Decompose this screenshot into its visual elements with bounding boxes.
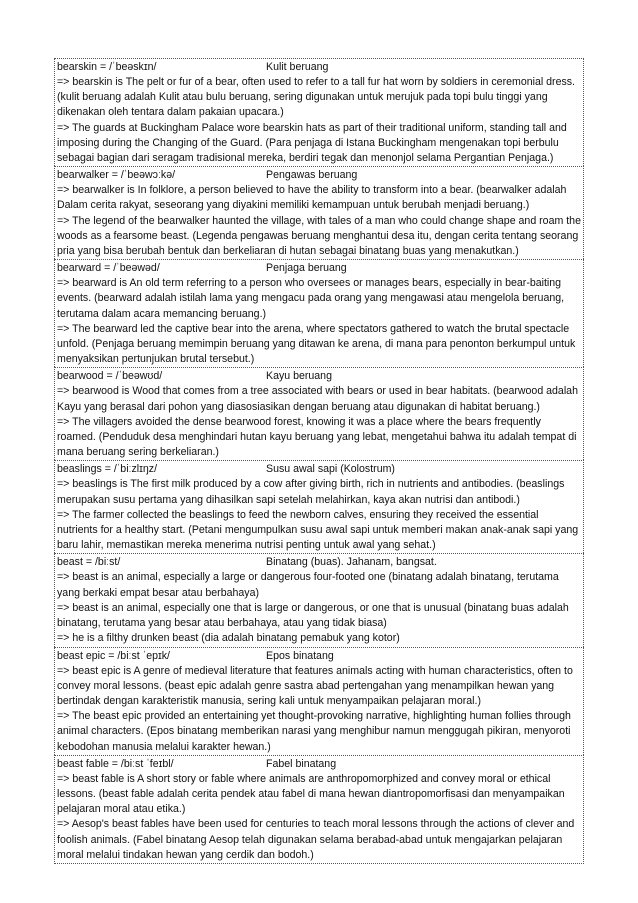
entry-definition: => beast fable is A short story or fable where animals are anthropomorphized and convey moral or ethical lessons. (beast fable adalah cerita pendek atau fabel di mana hewan diantropomorfisasi dan menyampaikan pelajaran moral atau etika.) bbox=[57, 772, 565, 816]
entry-headword: beast fable = /biːst ˈfeɪbl/ bbox=[57, 757, 174, 770]
entry-headline bbox=[57, 168, 581, 183]
entry-definition: => bearward is An old term referring to a person who oversees or manages bears, especially in bear-baiting events. (bearward adalah istilah lama yang mengacu pada orang yang mengawasi atau mengelola beruang, terutama dalam acara memancing beruang.) bbox=[57, 277, 565, 320]
entry-translation: Susu awal sapi (Kolostrum) bbox=[266, 463, 395, 476]
entry-translation: Pengawas beruang bbox=[266, 169, 358, 182]
entry-bearwood bbox=[54, 367, 584, 460]
entry-translation: Epos binatang bbox=[266, 649, 334, 662]
entry-definition: => beast is an animal, especially a large or dangerous four-footed one (binatang adalah binatang, terutama yang berkaki empat besar atau berbahaya) bbox=[57, 571, 559, 599]
entry-definition: => bearwood is Wood that comes from a tree associated with bears or used in bear habitats. (bearwood adalah Kayu yang berasal dari pohon yang diasosiasikan dengan beruang atau digunakan di habitat beruang.) bbox=[57, 385, 578, 413]
entry-headline bbox=[57, 60, 581, 75]
entry-example: => The farmer collected the beaslings to feed the newborn calves, ensuring they received the essential nutrients for a healthy start. (Petani mengumpulkan susu awal sapi untuk memberi makan anak-anak sapi yang baru lahir, memastikan mereka menerima nutrisi penting untuk awal yang sehat.) bbox=[57, 508, 579, 552]
entry-example: => he is a filthy drunken beast (dia adalah binatang pemabuk yang kotor) bbox=[57, 632, 400, 645]
entry-headword: bearwalker = /ˈbeəwɔːkə/ bbox=[57, 169, 176, 182]
entry-translation: Penjaga beruang bbox=[266, 262, 347, 275]
entry-translation: Kulit beruang bbox=[266, 61, 329, 73]
entry-translation: Fabel binatang bbox=[266, 757, 337, 770]
entry-beast bbox=[54, 553, 584, 646]
entry-headline bbox=[57, 369, 581, 384]
entry-definition: => beaslings is The first milk produced by a cow after giving birth, rich in nutrients and antibodies. (beaslings merupakan susu pertama yang dihasilkan sapi setelah melahirkan, kaya akan nutrisi dan antibodi.) bbox=[57, 478, 565, 506]
entry-bearwalker bbox=[54, 166, 584, 259]
entry-example: => The legend of the bearwalker haunted the village, with tales of a man who could change shape and roam the woods as a fearsome beast. (Legenda pengawas beruang menghantui desa itu, dengan cerita tentang seorang pria yang bisa berubah bentuk dan berkeliaran di hutan sebagai binatang buas yang menakutkan.) bbox=[57, 214, 581, 258]
entry-example: => The beast epic provided an entertaining yet thought-provoking narrative, highlighting human follies through animal characters. (Epos binatang memberikan narasi yang menghibur namun menggugah pikiran, menyoroti kebodohan manusia melalui karakter hewan.) bbox=[57, 710, 571, 753]
entry-definition: => bearwalker is In folklore, a person believed to have the ability to transform into a bear. (bearwalker adalah Dalam cerita rakyat, seseorang yang diyakini memiliki kemampuan untuk berubah menjadi beruang.) bbox=[57, 184, 567, 212]
entry-bearskin bbox=[54, 58, 584, 166]
entry-headline bbox=[57, 261, 581, 276]
entry-definition: => beast epic is A genre of medieval literature that features animals acting with human characteristics, often to convey moral lessons. (beast epic adalah genre sastra abad pertengahan yang menampilkan hewan yang bertindak dengan karakteristik manusia, sering kali untuk menyampaikan pelajaran moral.) bbox=[57, 664, 573, 707]
entry-example: => Aesop's beast fables have been used for centuries to teach moral lessons through the actions of clever and foolish animals. (Fabel binatang Aesop telah digunakan selama berabad-abad untuk mengajarkan pelajaran moral melalui tindakan hewan yang cerdik dan bodoh.) bbox=[57, 818, 575, 861]
entry-headline bbox=[57, 462, 581, 477]
entry-beast-epic bbox=[54, 647, 584, 755]
entry-example: => The villagers avoided the dense bearwood forest, knowing it was a place where the bears frequently roamed. (Penduduk desa menghindari hutan kayu beruang yang lebat, mengetahui bahwa itu adalah tempat di mana beruang sering berkeliaran.) bbox=[57, 415, 577, 459]
entry-translation: Binatang (buas). Jahanam, bangsat. bbox=[266, 556, 437, 569]
entry-headline bbox=[57, 757, 581, 772]
entry-headword: beast = /biːst/ bbox=[57, 556, 121, 569]
entry-headword: beast epic = /biːst ˈepɪk/ bbox=[57, 649, 171, 662]
entry-headword: bearwood = /ˈbeəwʊd/ bbox=[57, 370, 163, 383]
entry-beast-fable bbox=[54, 755, 584, 864]
entry-headword: beaslings = /ˈbiːzlɪŋz/ bbox=[57, 463, 158, 476]
entry-translation: Kayu beruang bbox=[266, 370, 332, 383]
entry-example: => The bearward led the captive bear into the arena, where spectators gathered to watch the brutal spectacle unfold. (Penjaga beruang memimpin beruang yang ditawan ke arena, di mana para penonton berkumpul untuk menyaksikan pertunjukan brutal tersebut.) bbox=[57, 322, 576, 366]
entry-example: => The guards at Buckingham Palace wore bearskin hats as part of their traditional uniform, standing tall and imposing during the Changing of the Guard. (Para penjaga di Istana Buckingham mengenakan topi berbulu sebagai bagian dari seragam tradisional mereka, berdiri tegak dan menonjol selama Pergantian Penjaga.) bbox=[57, 121, 567, 165]
entry-definition: => beast is an animal, especially one that is large or dangerous, or one that is unusual (binatang buas adalah binatang, terutama yang besar atau berbahaya, atau yang tidak biasa) bbox=[57, 601, 569, 630]
entry-definition: => bearskin is The pelt or fur of a bear, often used to refer to a tall fur hat worn by soldiers in ceremonial dress. (kulit beruang adalah Kulit atau bulu beruang, sering digunakan untuk merujuk pada topi bulu tinggi yang dikenakan oleh tentara dalam pakaian upacara.) bbox=[57, 76, 575, 119]
entry-headword: bearskin = /ˈbeəskɪn/ bbox=[57, 61, 157, 73]
entry-bearward bbox=[54, 259, 584, 367]
entry-beaslings bbox=[54, 460, 584, 553]
entry-headword: bearward = /ˈbeəwəd/ bbox=[57, 262, 160, 275]
dictionary-page bbox=[54, 58, 584, 864]
entry-headline bbox=[57, 649, 581, 664]
entry-headline bbox=[57, 555, 581, 570]
